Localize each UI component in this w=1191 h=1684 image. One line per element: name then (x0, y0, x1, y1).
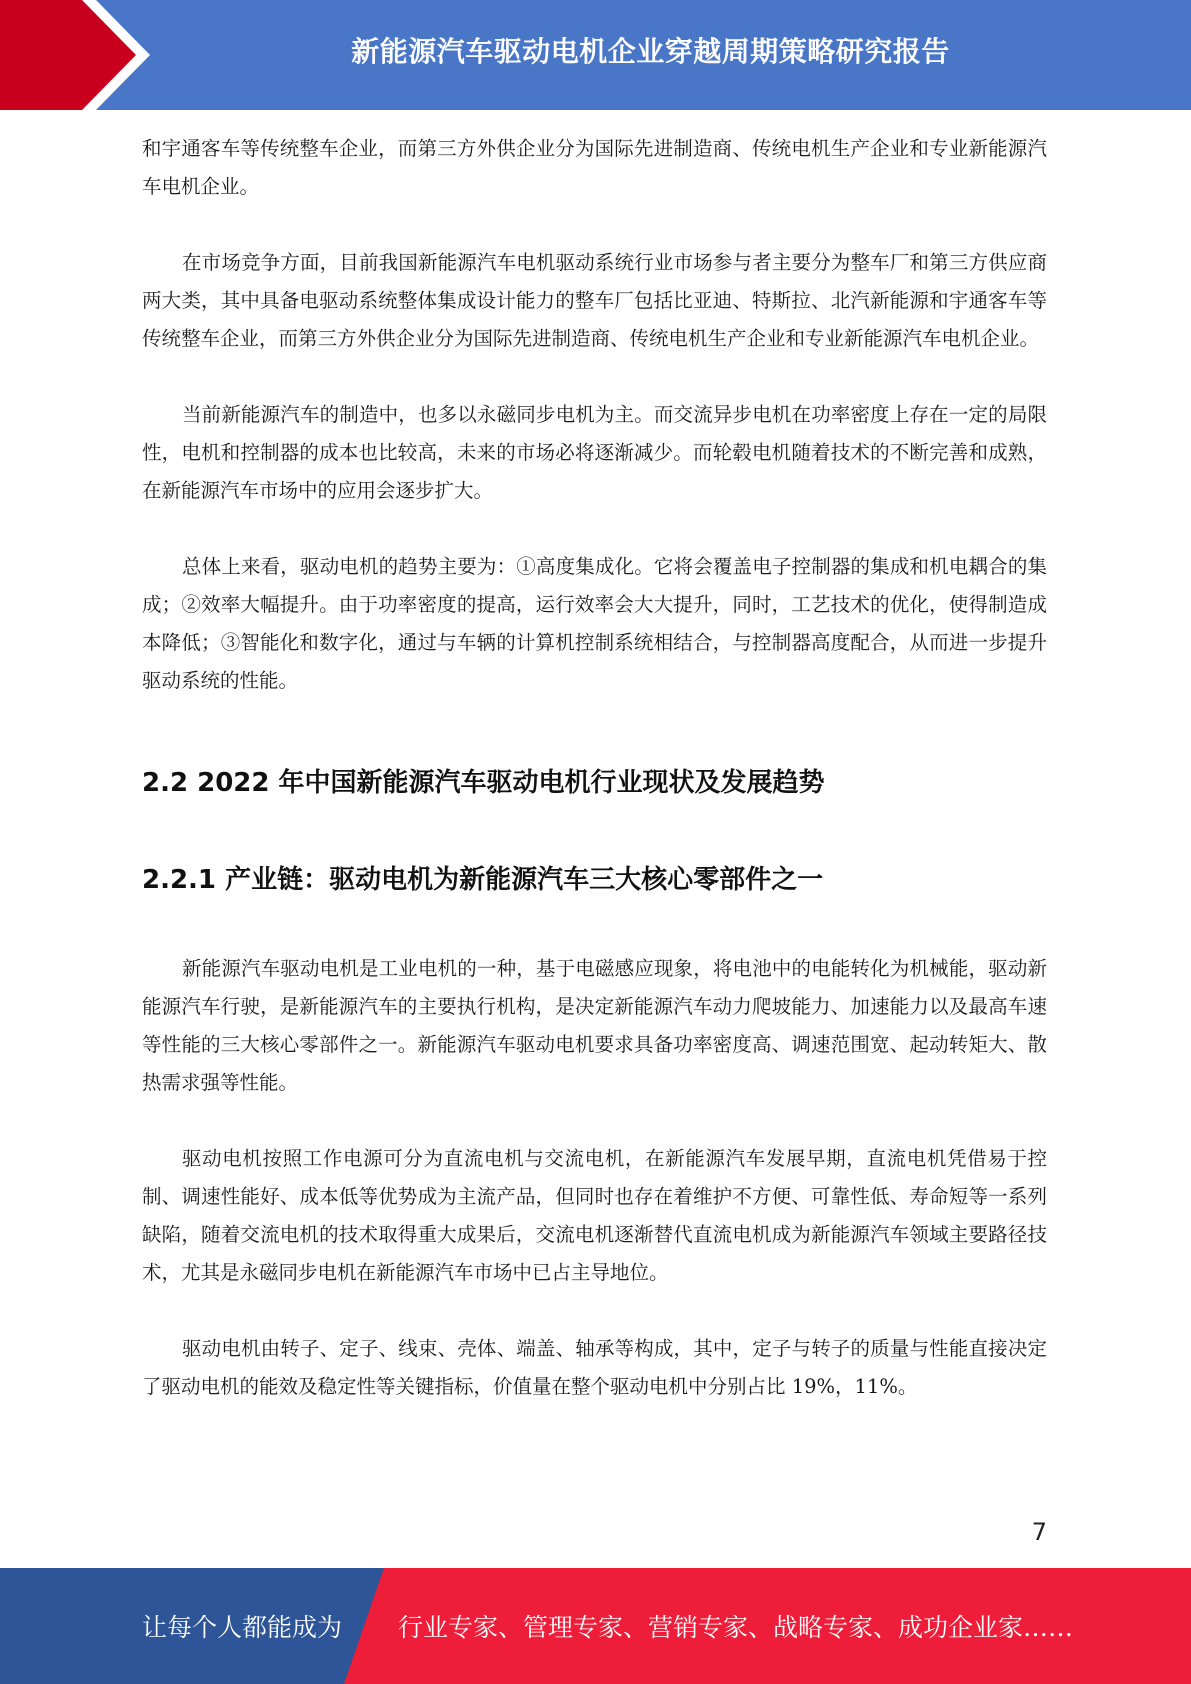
subsection-heading: 2.2.1 产业链：驱动电机为新能源汽车三大核心零部件之一 (142, 865, 824, 895)
body-paragraph: 在市场竞争方面，目前我国新能源汽车电机驱动系统行业市场参与者主要分为整车厂和第三方供应商两大类，其中具备电驱动系统整体集成设计能力的整车厂包括比亚迪、特斯拉、北汽新能源和宇通客车等传统整车企业，而第三方外供企业分为国际先进制造商、传统电机生产企业和专业新能源汽车电机企业。 (142, 251, 1047, 350)
page-body (142, 130, 1047, 1406)
body-paragraph: 驱动电机由转子、定子、线束、壳体、端盖、轴承等构成，其中，定子与转子的质量与性能直接决定了驱动电机的能效及稳定性等关键指标，价值量在整个驱动电机中分别占比 19%，11%。 (142, 1337, 1047, 1398)
page-number: 7 (1031, 1518, 1047, 1546)
section-heading: 2.2 2022 年中国新能源汽车驱动电机行业现状及发展趋势 (142, 768, 825, 798)
page-footer (0, 1568, 1191, 1684)
body-paragraph: 总体上来看，驱动电机的趋势主要为：①高度集成化。它将会覆盖电子控制器的集成和机电耦合的集成；②效率大幅提升。由于功率密度的提高，运行效率会大大提升，同时，工艺技术的优化，使得制造成本降低；③智能化和数字化，通过与车辆的计算机控制系统相结合，与控制器高度配合，从而进一步提升驱动系统的性能。 (142, 555, 1047, 692)
footer-slogan-right: 行业专家、管理专家、营销专家、战略专家、成功企业家…… (398, 1613, 1074, 1642)
body-paragraph: 和宇通客车等传统整车企业，而第三方外供企业分为国际先进制造商、传统电机生产企业和专业新能源汽车电机企业。 (142, 137, 1047, 198)
page-header (0, 0, 1191, 110)
report-title: 新能源汽车驱动电机企业穿越周期策略研究报告 (351, 35, 950, 68)
body-paragraph: 当前新能源汽车的制造中，也多以永磁同步电机为主。而交流异步电机在功率密度上存在一定的局限性，电机和控制器的成本也比较高，未来的市场必将逐渐减少。而轮毂电机随着技术的不断完善和成熟，在新能源汽车市场中的应用会逐步扩大。 (142, 403, 1047, 502)
footer-slogan-left: 让每个人都能成为 (142, 1613, 343, 1642)
body-paragraph: 驱动电机按照工作电源可分为直流电机与交流电机，在新能源汽车发展早期，直流电机凭借易于控制、调速性能好、成本低等优势成为主流产品，但同时也存在着维护不方便、可靠性低、寿命短等一系列缺陷，随着交流电机的技术取得重大成果后，交流电机逐渐替代直流电机成为新能源汽车领域主要路径技术，尤其是永磁同步电机在新能源汽车市场中已占主导地位。 (142, 1147, 1047, 1284)
body-paragraph: 新能源汽车驱动电机是工业电机的一种，基于电磁感应现象，将电池中的电能转化为机械能，驱动新能源汽车行驶，是新能源汽车的主要执行机构，是决定新能源汽车动力爬坡能力、加速能力以及最高车速等性能的三大核心零部件之一。新能源汽车驱动电机要求具备功率密度高、调速范围宽、起动转矩大、散热需求强等性能。 (142, 957, 1047, 1094)
